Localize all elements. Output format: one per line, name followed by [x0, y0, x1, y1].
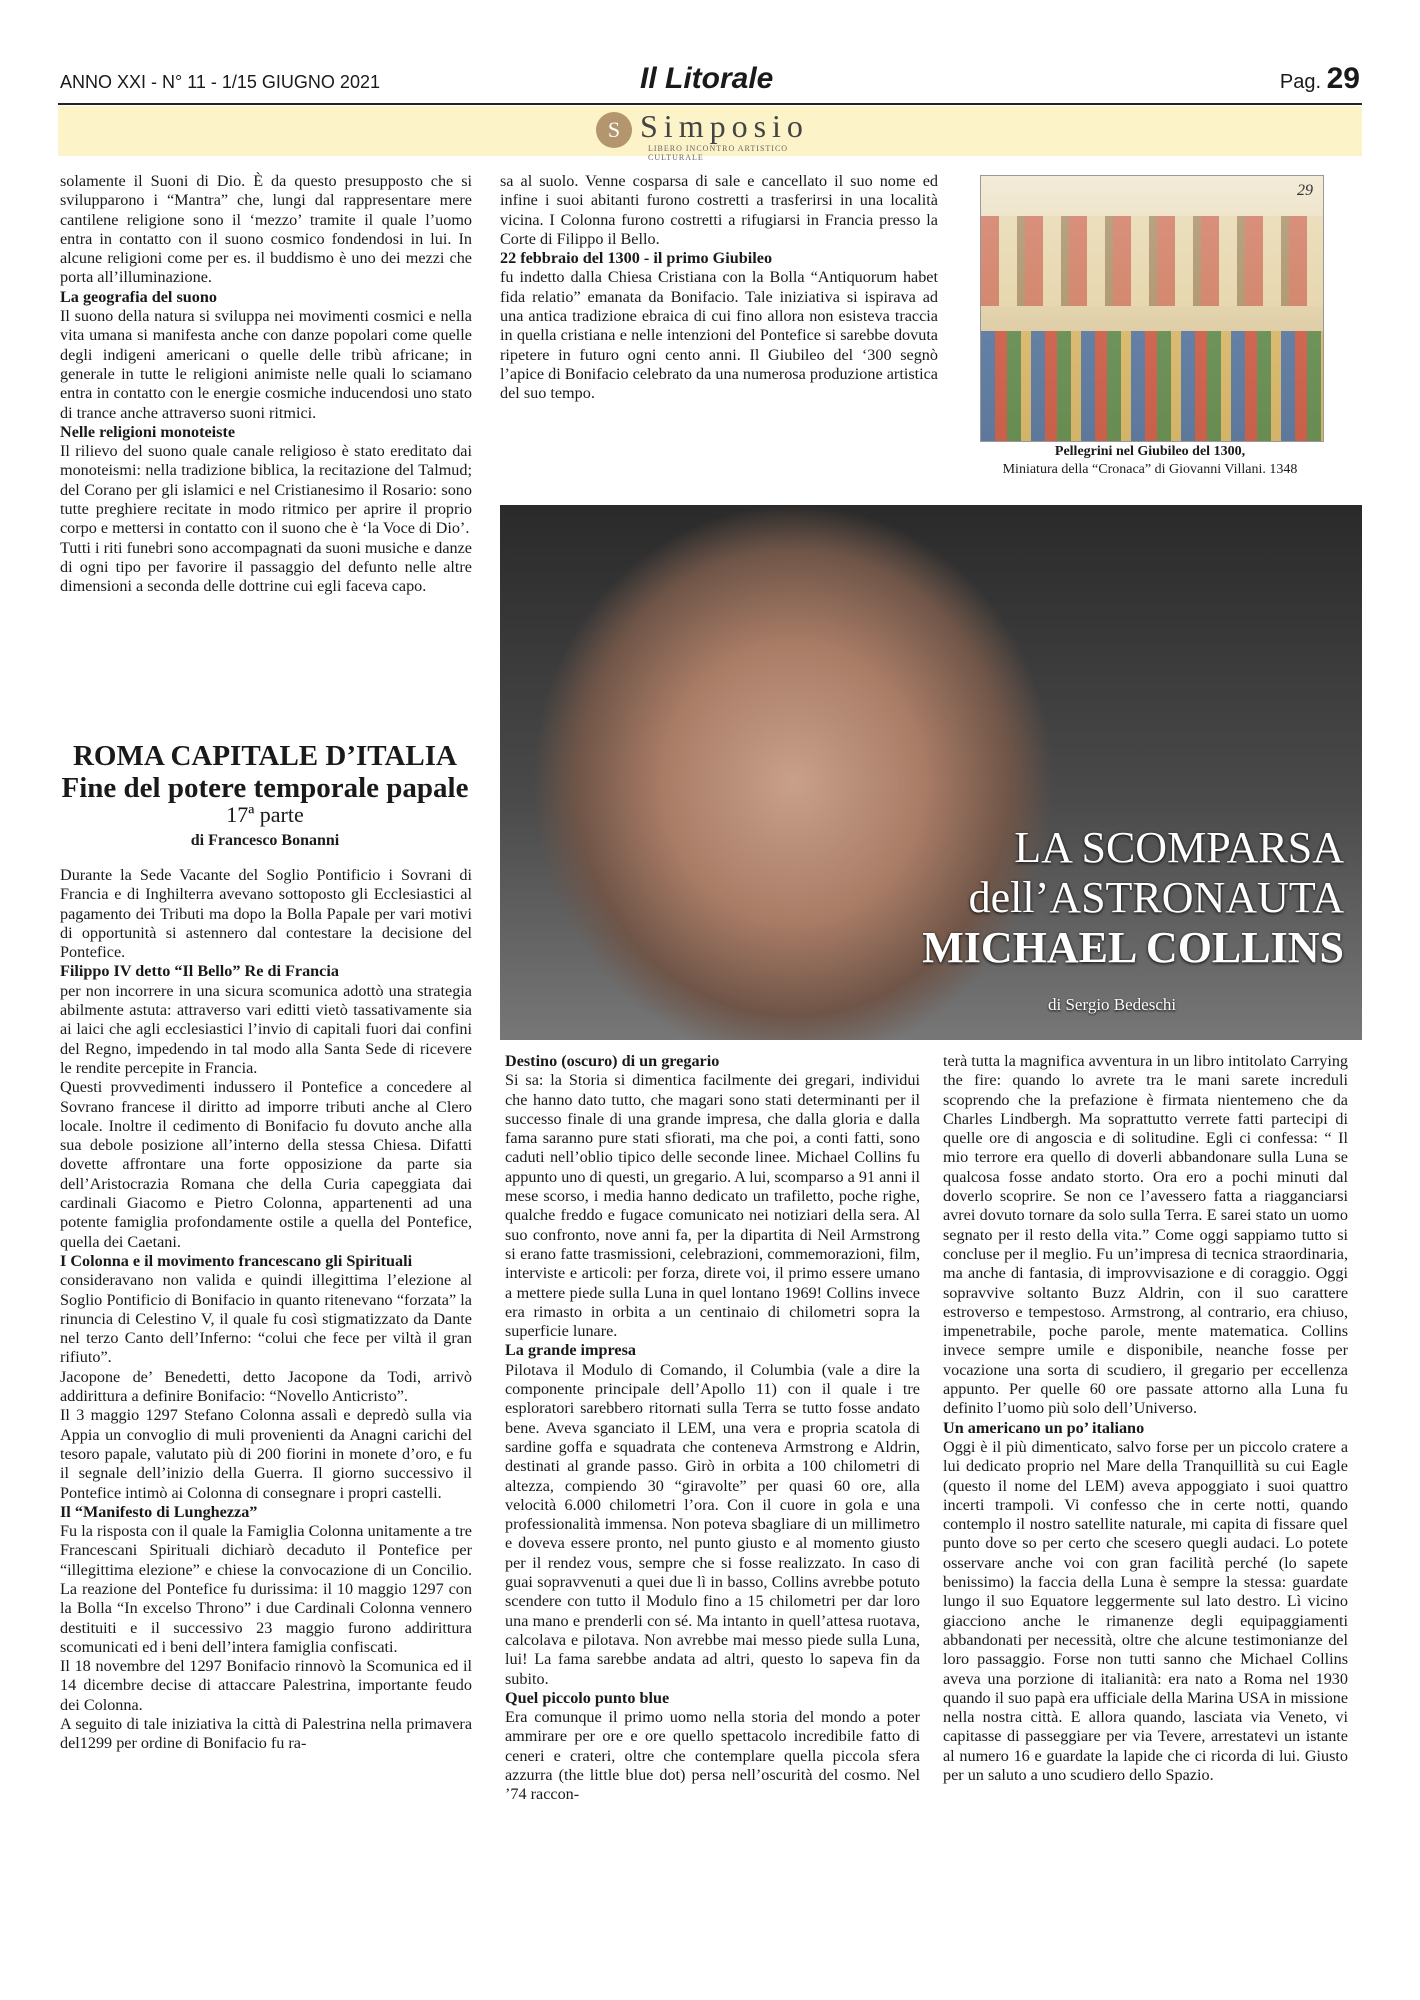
paragraph: Oggi è il più dimenticato, salvo forse per un piccolo cratere a lui dedicato proprio nel Mare della Tranquillità su cui Eagle (questo il nome del LEM) aveva appoggiato i suoi quattro incerti trampoli. Vi confesso che in certe notti, quando contemplo il nostro satellite naturale, mi capita di fissare quel punto dove so per certo che scesero quegli audaci. Lo potete osservare anche voi con gran facilità perché (lo sapete benissimo) la faccia della Luna è sempre la stessa: guardate lungo il suo Equatore leggermente sul lato destro. Lì vicino giacciono anche le rimanenze degli equipaggiamenti abbandonati per necessità, oltre che alcune testimonianze del loro passaggio. Forse non tutti sanno che Michael Collins aveva una porzione di italianità: era nato a Roma nel 1930 quando il suo papà era ufficiale della Marina USA in missione nella nostra città. E allora quando, lasciata via Veneto, vi capitasse di passeggiare per via Tevere, arrestatevi un istante al numero 16 e guardate la lapide che ci ricorda di lui. Giusto per un saluto a uno scudiero dello Spazio. [943, 1437, 1348, 1784]
section-subtitle: LIBERO INCONTRO ARTISTICO CULTURALE [648, 144, 789, 162]
article2-column-a [505, 1052, 920, 1805]
subheading: La geografia del suono [60, 287, 217, 306]
caption-title: Pellegrini nel Giubileo del 1300, [1054, 444, 1246, 459]
miniature-pilgrims [981, 331, 1323, 441]
paragraph: Questi provvedimenti indussero il Pontefice a concedere al Sovrano francese il diritto ad imporre tributi anche al Clero locale. Inoltre il cedimento di Bonifacio fu dovuto anche alla sua debole posizione all’interno della stessa Chiesa. Difatti dovette affrontare una forte opposizione da parte sia dell’Aristocrazia Romana che della Curia capeggiata dai cardinali Giacomo e Pietro Colonna, appartenenti ad una potente famiglia profondamente ostile a quella del Pontefice, quella dei Caetani. [60, 1078, 472, 1251]
title-line-2: dell’ASTRONAUTA [968, 873, 1344, 922]
article2-title [922, 823, 1344, 973]
subheading: 22 febbraio del 1300 - il primo Giubileo [500, 249, 773, 268]
paragraph: Pilotava il Modulo di Comando, il Columbia (vale a dire la componente principale dell’Apollo 11) con il quale i tre esploratori sarebbero ritornati sulla Terra se tutto fosse andato bene. Aveva sganciato il LEM, una vera e propria scatola di sardine goffa e squadrata che conteneva Armstrong e Aldrin, destinati al grande passo. Girò in orbita a 100 chilometri di altezza, compiendo 30 “giravolte” per quasi 60 ore, alla velocità 6.000 chilometri l’ora. Con il cuore in gola e una professionalità immensa. Non poteva sbagliare di un millimetro e doveva essere pronto, nel punto giusto e al momento giusto per il rendez vous, sempre che si fosse realizzato. In caso di guai sopravvenuti a quei due lì in basso, Collins avrebbe potuto scendere con tutto il Modulo fino a 15 chilometri per dar loro una mano e prenderli con sé. Ma intanto in quell’attesa ruotava, calcolava e pilotava. Non avrebbe mai messo piede sulla Luna, lui! La fama sarebbe andata ad altri, questo lo sapeva fin da subito. [505, 1360, 920, 1688]
header-rule [58, 103, 1362, 105]
paragraph: Il 3 maggio 1297 Stefano Colonna assalì e depredò sulla via Appia un convoglio di muli provenienti da Anagni carichi del tesoro papale, valutato più di 200 fiorini in monete d’oro, e fu il segnale dell’inizio della Guerra. Il giorno successivo il Pontefice intimò ai Colonna di consegnare i propri castelli. [60, 1406, 472, 1502]
masthead: Il Litorale [640, 62, 774, 95]
miniature-page-mark: 29 [1297, 182, 1313, 199]
section-logo [596, 108, 836, 162]
article1-byline: di Francesco Bonanni [190, 832, 340, 849]
paragraph: Jacopone de’ Benedetti, detto Jacopone da Todi, arrivò addirittura a definire Bonifacio: “Novello Anticristo”. [60, 1367, 472, 1406]
paragraph: Durante la Sede Vacante del Soglio Pontificio i Sovrani di Francia e di Inghilterra avevano sottoposto gli Ecclesiastici al pagamento dei Tributi ma dopo la Bolla Papale per vari motivi di opportunità si astennero dal contestare la decisione del Pontefice. [60, 866, 472, 962]
article1-part: 17ª parte [226, 802, 304, 827]
paragraph: fu indetto dalla Chiesa Cristiana con la Bolla “Antiquorum habet fida relatio” emanata da Bonifacio. Tale iniziativa si ispirava ad una antica tradizione ebraica di cui fino allora non esisteva traccia in quella cristiana e nelle intenzioni del Pontefice si sarebbe dovuta ripetere in futuro ogni cento anni. Il Giubileo del ‘300 segnò l’apice di Bonifacio celebrato da una numerosa produzione artistica del suo tempo. [500, 268, 938, 403]
paragraph: terà tutta la magnifica avventura in un libro intitolato Carrying the fire: quando lo avrete tra le mani sarete increduli scoprendo che la prefazione è firmata nientemeno che da Charles Lindbergh. Ma soprattutto verrete fatti partecipi di quelle ore di angoscia e di solitudine. Egli ci confessa: “ Il mio terrore era quello di doverli abbandonare sulla Luna se qualcosa fosse andato storto. Ora ero a pochi minuti dal doverlo scoprire. Se non ce l’avessero fatta a riagganciarsi avrei dovuto tornare da solo sulla Terra. E sarei stato un uomo segnato per il resto della vita.” Come oggi sappiamo tutto si concluse per il meglio. Fu un’impresa di tecnica straordinaria, ma anche di fantasia, di improvvisazione e di coraggio. Oggi sopravvive soltanto Buzz Aldrin, con il suo carattere estroverso e tempestoso. Armstrong, al contrario, era chiuso, impenetrabile, poche parole, mente matematica. Collins invece sempre umile e disponibile, neanche fosse per vocazione una sorta di scudiero, il gregario per eccellenza appunto. Per quelle 60 ore passate attorno alla Luna fu definito l’uomo più solo dell’Universo. [943, 1052, 1349, 1418]
paragraph: solamente il Suoni di Dio. È da questo presupposto che si svilupparono i “Mantra” che, lungi dal rappresentare mere cantilene religione sono il ‘mezzo’ tramite il quale l’uomo entra in contatto con il suono cosmico fondendosi in lui. In alcune religioni come per es. il buddismo è uno dei mezzi che porta all’illuminazione. [60, 172, 472, 287]
paragraph: Tutti i riti funebri sono accompagnati da suoni musiche e danze di ogni tipo per favorire il passaggio del defunto nelle altre dimensioni a seconda delle dottrine cui egli faceva capo. [60, 538, 472, 596]
paragraph: per non incorrere in una sicura scomunica adottò una strategia abilmente astuta: attraverso vari editti vietò tassativamente sia ai laici che agli ecclesiastici l’invio di capitali fuori dai confini del Regno, impedendo in tal modo alla Santa Sede di ricevere le rendite percepite in Francia. [60, 981, 472, 1077]
article1-title: ROMA CAPITALE D’ITALIA Fine del potere temporale papale [61, 740, 469, 804]
subheading: Un americano un po’ italiano [943, 1418, 1145, 1437]
column-middle-top [500, 172, 938, 404]
title-line-3: MICHAEL COLLINS [922, 923, 1344, 972]
subheading: Destino (oscuro) di un gregario [505, 1052, 720, 1070]
subheading: Quel piccolo punto blue [505, 1688, 670, 1707]
issue-info: ANNO XXI - N° 11 - 1/15 GIUGNO 2021 [60, 72, 380, 92]
collins-photo [500, 505, 1362, 1040]
page-indicator [1280, 62, 1360, 96]
title-line-1: LA SCOMPARSA [1014, 823, 1344, 872]
paragraph: sa al suolo. Venne cosparsa di sale e cancellato il suo nome ed infine i suoi abitanti furono costretti a trasferirsi in una località vicina. I Colonna furono costretti a rifugiarsi in Francia presso la Corte di Filippo il Bello. [500, 172, 938, 248]
miniature-city [981, 216, 1323, 306]
paragraph: Era comunque il primo uomo nella storia del mondo a poter ammirare per ore e ore quello spettacolo incredibile fatto di ceneri e crateri, oltre che contemplare quella piccola sfera azzurra (the little blue dot) persa nell’oscurità del cosmo. Nel ’74 raccon- [505, 1708, 920, 1804]
paragraph: Il 18 novembre del 1297 Bonifacio rinnovò la Scomunica ed il 14 dicembre decise di attaccare Palestrina, importante feudo dei Colonna. [60, 1657, 472, 1714]
subheading: Nelle religioni monoteiste [60, 422, 236, 441]
paragraph: A seguito di tale iniziativa la città di Palestrina nella primavera del1299 per ordine di Bonifacio fu ra- [60, 1715, 472, 1753]
column-left-top [60, 172, 472, 597]
page-label: Pag. [1279, 71, 1322, 93]
section-title: Simposio [640, 108, 809, 144]
logo-mark: S [596, 112, 632, 148]
subheading: La grande impresa [505, 1341, 637, 1360]
caption-text: Miniatura della “Cronaca” di Giovanni Villani. 1348 [1002, 462, 1298, 477]
paragraph: Si sa: la Storia si dimentica facilmente dei gregari, individui che hanno dato tutto, che magari sono stati determinanti per il successo finale di una grande impresa, che dalla gloria e dalla fama saranno pure stati sfiorati, ma che poi, a conti fatti, sono caduti nell’oblio tipico delle seconde linee. Michael Collins fu appunto uno di questi, un gregario. A lui, scomparso a 91 anni il mese scorso, i media hanno dedicato un trafiletto, poche righe, qualche freddo e fugace comunicato nei notiziari della sera. Al suo confronto, nove anni fa, per la dipartita di Neil Armstrong si erano fatte trasmissioni, celebrazioni, commemorazioni, film, interviste e articoli: per forza, direte voi, il primo essere umano a mettere piede sulla Luna in quel lontano 1969! Collins invece era rimasto in orbita a un centinaio di chilometri sopra la superficie lunare. [505, 1071, 920, 1341]
paragraph: consideravano non valida e quindi illegittima l’elezione al Soglio Pontificio di Bonifacio in quanto ritenevano “forzata” la rinuncia di Celestino V, il quale fu così stigmatizzato da Dante nel terzo Canto dell’Inferno: “colui che fece per viltà il gran rifiuto”. [60, 1271, 472, 1367]
paragraph: Il suono della natura si sviluppa nei movimenti cosmici e nella vita umana si manifesta anche con danze popolari come quelle degli indigeni americani o quelle delle tribù africane; in generale in tutte le religioni animiste nelle quali lo sciamano entra in contatto con le energie cosmiche inducendosi uno stato di trance anche attraverso suoni ritmici. [60, 307, 472, 422]
miniature-image [980, 175, 1324, 442]
subheading: Il “Manifesto di Lunghezza” [60, 1502, 258, 1521]
subheading: Filippo IV detto “Il Bello” Re di Francia [60, 962, 339, 981]
subheading: I Colonna e il movimento francescano gli Spirituali [60, 1251, 413, 1270]
miniature-caption [960, 443, 1340, 479]
page-number: 29 [1326, 62, 1360, 95]
article2-column-b [943, 1052, 1348, 1785]
article1-body [60, 866, 472, 1754]
paragraph: Il rilievo del suono quale canale religioso è stato ereditato dai monoteismi: nella tradizione biblica, la recitazione del Talmud; del Corano per gli islamici e nel Cristianesimo il Rosario: sono tutte preghiere recitate in modo ritmico per aprire il proprio corpo e mettersi in contatto con il suono che è ‘la Voce di Dio’. [60, 442, 472, 538]
paragraph: Fu la risposta con il quale la Famiglia Colonna unitamente a tre Francescani Spirituali dichiarò decaduto il Pontefice per “illegittima elezione” e chiese la convocazione di un Concilio. La reazione del Pontefice fu durissima: il 10 maggio 1297 con la Bolla “In excelso Throno” i due Cardinali Colonna vennero destituiti e il successivo 23 maggio furono addirittura scomunicati ed i beni dell’intera famiglia confiscati. [60, 1522, 472, 1656]
article2-byline: di Sergio Bedeschi [1048, 995, 1177, 1014]
